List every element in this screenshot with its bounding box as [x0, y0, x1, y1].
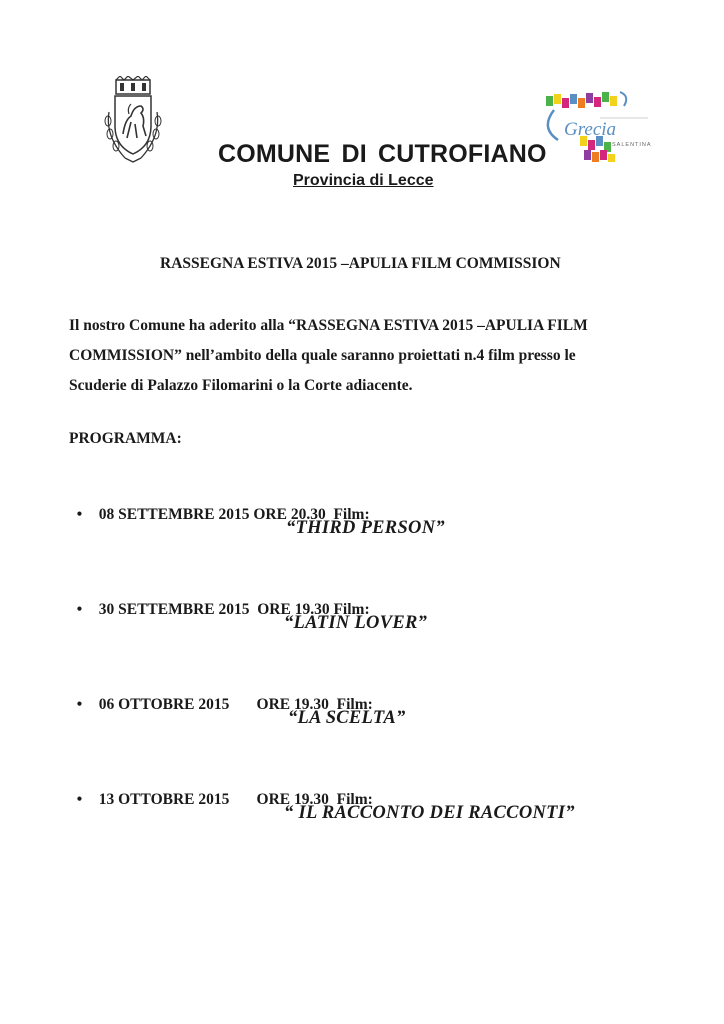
page-subtitle: Provincia di Lecce — [293, 172, 434, 189]
event-date: 13 OTTOBRE 2015 — [98, 791, 230, 808]
intro-paragraph — [69, 311, 669, 401]
film-title: “ IL RACCONTO DEI RACCONTI” — [284, 803, 575, 823]
page-title: COMUNE DI CUTROFIANO — [218, 140, 547, 168]
event-date: 08 SETTEMBRE 2015 — [98, 506, 250, 523]
logo-text: Grecia — [564, 119, 617, 140]
bullet-icon: • — [76, 696, 83, 713]
film-title: “THIRD PERSON” — [286, 518, 445, 538]
film-title: “LATIN LOVER” — [284, 613, 428, 633]
event-film-label: Film: — [328, 696, 373, 713]
logo-subtext: SALENTINA — [612, 142, 652, 148]
event-time: ORE 19.30 — [256, 696, 329, 713]
event-date: 06 OTTOBRE 2015 — [98, 696, 230, 713]
event-film-label: Film: — [329, 601, 370, 618]
bullet-icon: • — [76, 506, 83, 523]
event-gap — [229, 791, 256, 808]
event-film-label: Film: — [328, 791, 373, 808]
bullet-icon: • — [76, 791, 83, 808]
intro-line: Il nostro Comune ha aderito alla “RASSEGNA ESTIVA 2015 –APULIA FILM — [69, 317, 588, 334]
event-date: 30 SETTEMBRE 2015 — [98, 601, 250, 618]
coat-of-arms-icon — [101, 76, 165, 166]
event-time: ORE 19.30 — [257, 601, 330, 618]
event-time: ORE 19.30 — [256, 791, 329, 808]
grecia-salentina-logo — [540, 88, 662, 168]
event-gap — [229, 696, 256, 713]
film-title: “LA SCELTA” — [288, 708, 406, 728]
intro-line: Scuderie di Palazzo Filomarini o la Corte adiacente. — [69, 377, 413, 394]
event-heading: RASSEGNA ESTIVA 2015 –APULIA FILM COMMISSION — [160, 255, 561, 272]
bullet-icon: • — [76, 601, 83, 618]
event-time: ORE 20.30 — [253, 506, 326, 523]
programma-label: PROGRAMMA: — [69, 430, 182, 447]
event-film-label: Film: — [325, 506, 370, 523]
intro-line: COMMISSION” nell’ambito della quale saranno proiettati n.4 film presso le — [69, 347, 576, 364]
